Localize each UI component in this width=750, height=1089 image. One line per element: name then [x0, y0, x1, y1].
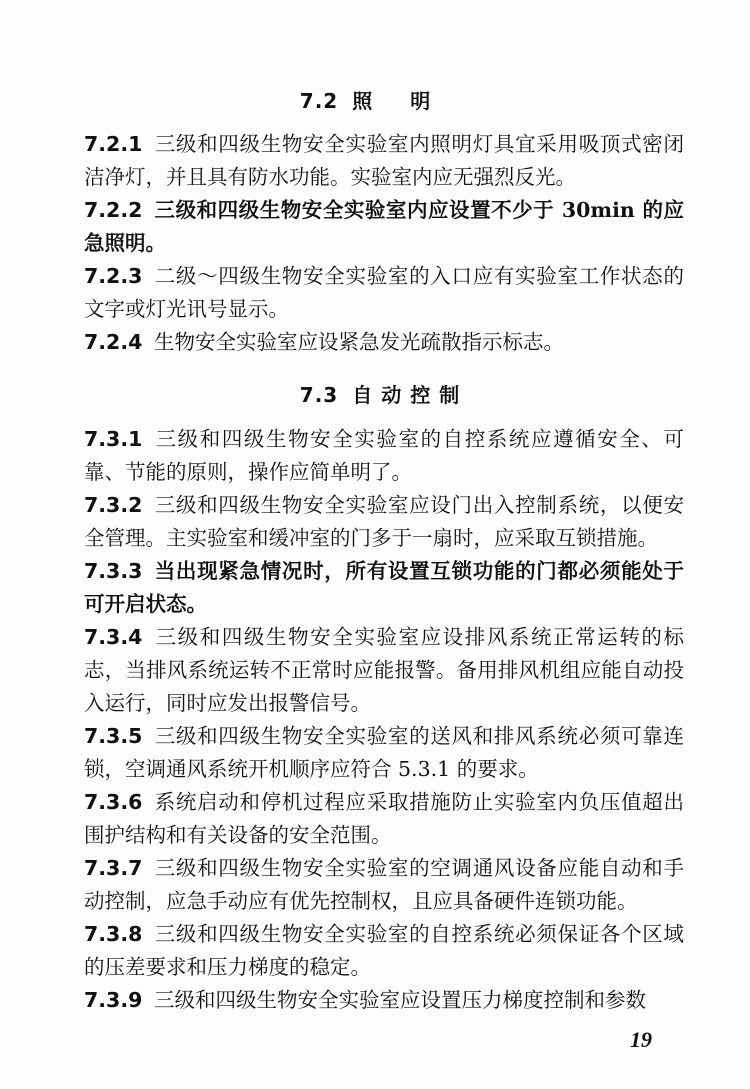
clause-text: 系统启动和停机过程应采取措施防止实验室内负压值超出围护结构和有关设备的安全范围。: [84, 790, 684, 847]
clause-text: 三级和四级生物安全实验室的自控系统应遵循安全、可靠、节能的原则，操作应简单明了。: [84, 427, 684, 484]
section-number: 7.2: [299, 89, 339, 113]
clause-text: 三级和四级生物安全实验室应设排风系统正常运转的标志，当排风系统运转不正常时应能报警。备用排风机组应能自动投入运行，同时应发出报警信号。: [84, 625, 684, 715]
clause-text: 三级和四级生物安全实验室应设置压力梯度控制和参数: [154, 988, 646, 1012]
clause-number: 7.2.3: [84, 264, 143, 288]
clause-number: 7.3.7: [84, 856, 143, 880]
clause-7-2-3: [84, 260, 684, 326]
clause-number: 7.2.2: [84, 198, 143, 222]
page-number: 19: [630, 1027, 652, 1052]
clause-number: 7.2.1: [84, 132, 143, 156]
clause-text: 当出现紧急情况时，所有设置互锁功能的门都必须能处于可开启状态。: [84, 559, 684, 616]
clause-number: 7.3.1: [84, 427, 143, 451]
clause-7-2-2: [84, 194, 684, 260]
section-title: 照明: [352, 89, 469, 113]
clause-7-3-3: [84, 555, 684, 621]
clause-7-3-7: [84, 852, 684, 918]
clause-7-3-1: [84, 423, 684, 489]
clause-text: 三级和四级生物安全实验室的自控系统必须保证各个区域的压差要求和压力梯度的稳定。: [84, 922, 684, 979]
clause-text: 三级和四级生物安全实验室内应设置不少于 30min 的应急照明。: [84, 198, 684, 255]
clause-number: 7.3.9: [84, 988, 143, 1012]
clause-text: 三级和四级生物安全实验室的送风和排风系统必须可靠连锁，空调通风系统开机顺序应符合 5.3.1 的要求。: [84, 724, 684, 781]
clause-7-3-8: [84, 918, 684, 984]
clause-number: 7.3.3: [84, 559, 143, 583]
clause-number: 7.3.5: [84, 724, 143, 748]
clause-text: 生物安全实验室应设紧急发光疏散指示标志。: [154, 330, 564, 354]
clause-number: 7.3.6: [84, 790, 143, 814]
clause-7-3-5: [84, 720, 684, 786]
clause-7-3-9: [84, 984, 684, 1017]
clause-text: 二级～四级生物安全实验室的入口应有实验室工作状态的文字或灯光讯号显示。: [84, 264, 684, 321]
clause-text: 三级和四级生物安全实验室的空调通风设备应能自动和手动控制，应急手动应有优先控制权，且应具备硬件连锁功能。: [84, 856, 684, 913]
clause-7-3-2: [84, 489, 684, 555]
clause-number: 7.2.4: [84, 330, 143, 354]
page-content: [84, 88, 684, 1017]
section-heading-7-3: [84, 375, 684, 423]
clause-number: 7.3.4: [84, 625, 143, 649]
clause-text: 三级和四级生物安全实验室应设门出入控制系统，以便安全管理。主实验室和缓冲室的门多于一扇时，应采取互锁措施。: [84, 493, 684, 550]
clause-7-3-4: [84, 621, 684, 720]
clause-text: 三级和四级生物安全实验室内照明灯具宜采用吸顶式密闭洁净灯，并且具有防水功能。实验室内应无强烈反光。: [84, 132, 684, 189]
section-title: 自动控制: [352, 383, 469, 407]
clause-number: 7.3.2: [84, 493, 143, 517]
clause-7-3-6: [84, 786, 684, 852]
clause-7-2-4: [84, 326, 684, 359]
section-number: 7.3: [299, 383, 339, 407]
section-heading-7-2: [84, 88, 684, 128]
clause-number: 7.3.8: [84, 922, 143, 946]
clause-7-2-1: [84, 128, 684, 194]
